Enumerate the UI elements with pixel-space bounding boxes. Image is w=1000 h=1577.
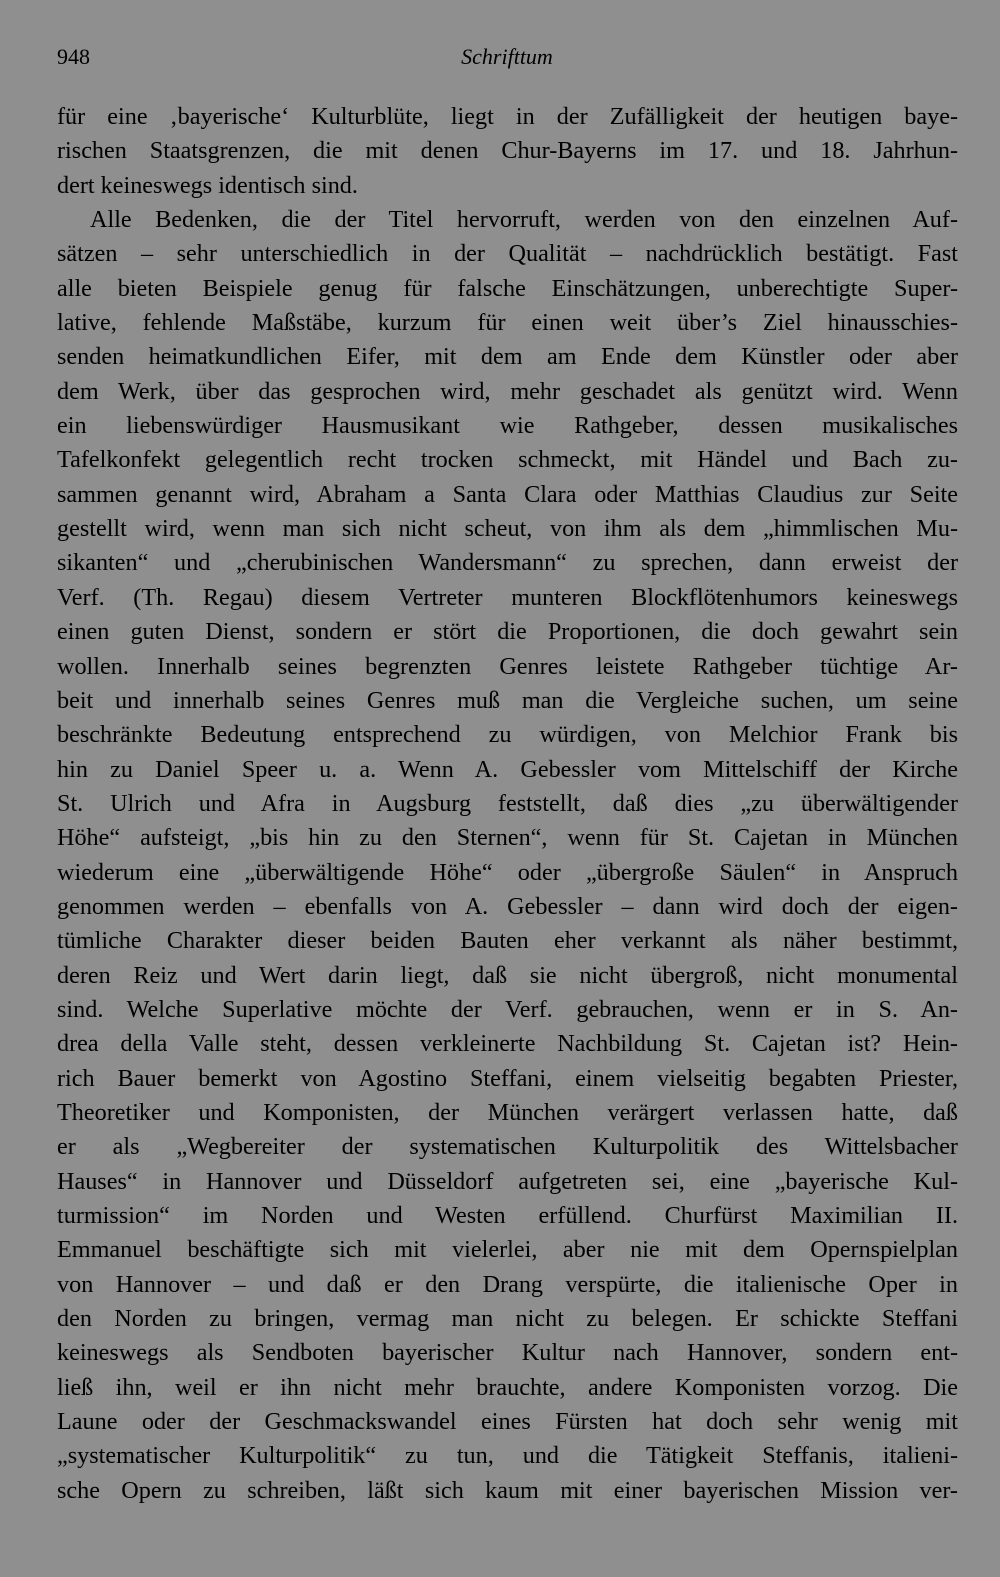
text-line: dert keineswegs identisch sind.	[57, 171, 358, 199]
text-line: beschränkte Bedeutung entsprechend zu würdigen, von Melchior Frank bis	[57, 721, 958, 749]
text-line: lative, fehlende Maßstäbe, kurzum für einen weit über’s Ziel hinausschies-	[57, 309, 958, 337]
text-line: „systematischer Kulturpolitik“ zu tun, und die Tätigkeit Steffanis, italieni-	[57, 1442, 958, 1470]
body-text	[57, 100, 958, 1508]
text-line: gestellt wird, wenn man sich nicht scheut, von ihm als dem „himmlischen Mu-	[57, 515, 958, 543]
text-line: Laune oder der Geschmackswandel eines Fürsten hat doch sehr wenig mit	[57, 1408, 958, 1436]
text-line: sammen genannt wird, Abraham a Santa Clara oder Matthias Claudius zur Seite	[57, 480, 958, 508]
text-line: senden heimatkundlichen Eifer, mit dem am Ende dem Künstler oder aber	[57, 343, 958, 371]
text-line: keineswegs als Sendboten bayerischer Kultur nach Hannover, sondern ent-	[57, 1339, 958, 1367]
text-line: einen guten Dienst, sondern er stört die Proportionen, die doch gewahrt sein	[57, 618, 958, 646]
text-line: genommen werden – ebenfalls von A. Gebessler – dann wird doch der eigen-	[57, 892, 958, 920]
text-line: er als „Wegbereiter der systematischen Kulturpolitik des Wittelsbacher	[57, 1133, 958, 1161]
text-line: hin zu Daniel Speer u. a. Wenn A. Gebessler vom Mittelschiff der Kirche	[57, 755, 958, 783]
text-line: ließ ihn, weil er ihn nicht mehr brauchte, andere Komponisten vorzog. Die	[57, 1373, 958, 1401]
text-line: sind. Welche Superlative möchte der Verf. gebrauchen, wenn er in S. An-	[57, 995, 958, 1023]
text-line: sätzen – sehr unterschiedlich in der Qualität – nachdrücklich bestätigt. Fast	[57, 240, 958, 268]
text-line: beit und innerhalb seines Genres muß man die Vergleiche suchen, um seine	[57, 686, 958, 714]
text-line: deren Reiz und Wert darin liegt, daß sie nicht übergroß, nicht monumental	[57, 961, 958, 989]
page-header	[57, 44, 957, 78]
text-line: Hauses“ in Hannover und Düsseldorf aufgetreten sei, eine „bayerische Kul-	[57, 1167, 958, 1195]
text-line: für eine ‚bayerische‘ Kulturblüte, liegt in der Zufälligkeit der heutigen baye-	[57, 103, 958, 130]
text-line: tümliche Charakter dieser beiden Bauten eher verkannt als näher bestimmt,	[57, 927, 958, 955]
text-line: rischen Staatsgrenzen, die mit denen Chur-Bayerns im 17. und 18. Jahrhun-	[57, 137, 958, 165]
text-line: sikanten“ und „cherubinischen Wandersmann“ zu sprechen, dann erweist der	[57, 549, 958, 577]
text-line: Emmanuel beschäftigte sich mit vielerlei, aber nie mit dem Opernspielplan	[57, 1236, 958, 1264]
text-line: Tafelkonfekt gelegentlich recht trocken schmeckt, mit Händel und Bach zu-	[57, 446, 958, 474]
text-line: den Norden zu bringen, vermag man nicht zu belegen. Er schickte Steffani	[57, 1305, 958, 1333]
text-line: sche Opern zu schreiben, läßt sich kaum mit einer bayerischen Mission ver-	[57, 1476, 958, 1504]
text-line: Verf. (Th. Regau) diesem Vertreter munteren Blockflötenhumors keineswegs	[57, 583, 958, 611]
text-line: drea della Valle steht, dessen verkleinerte Nachbildung St. Cajetan ist? Hein-	[57, 1030, 958, 1058]
text-line: rich Bauer bemerkt von Agostino Steffani, einem vielseitig begabten Priester,	[57, 1064, 958, 1092]
page-number: 948	[57, 44, 90, 69]
text-line: wollen. Innerhalb seines begrenzten Genres leistete Rathgeber tüchtige Ar-	[57, 652, 958, 680]
text-line: St. Ulrich und Afra in Augsburg feststellt, daß dies „zu überwältigender	[57, 789, 958, 817]
text-line: Theoretiker und Komponisten, der München verärgert verlassen hatte, daß	[57, 1098, 958, 1126]
running-head: Schrifttum	[461, 44, 553, 69]
text-line: turmission“ im Norden und Westen erfüllend. Churfürst Maximilian II.	[57, 1202, 958, 1229]
text-line: alle bieten Beispiele genug für falsche Einschätzungen, unberechtigte Super-	[57, 274, 958, 302]
text-line: von Hannover – und daß er den Drang verspürte, die italienische Oper in	[57, 1270, 958, 1298]
text-line: Alle Bedenken, die der Titel hervorruft, werden von den einzelnen Auf-	[90, 206, 958, 234]
text-line: ein liebenswürdiger Hausmusikant wie Rathgeber, dessen musikalisches	[57, 412, 958, 440]
text-line: dem Werk, über das gesprochen wird, mehr geschadet als genützt wird. Wenn	[57, 377, 958, 405]
text-line: wiederum eine „überwältigende Höhe“ oder „übergroße Säulen“ in Anspruch	[57, 858, 958, 886]
text-line: Höhe“ aufsteigt, „bis hin zu den Sternen“, wenn für St. Cajetan in München	[57, 824, 958, 852]
